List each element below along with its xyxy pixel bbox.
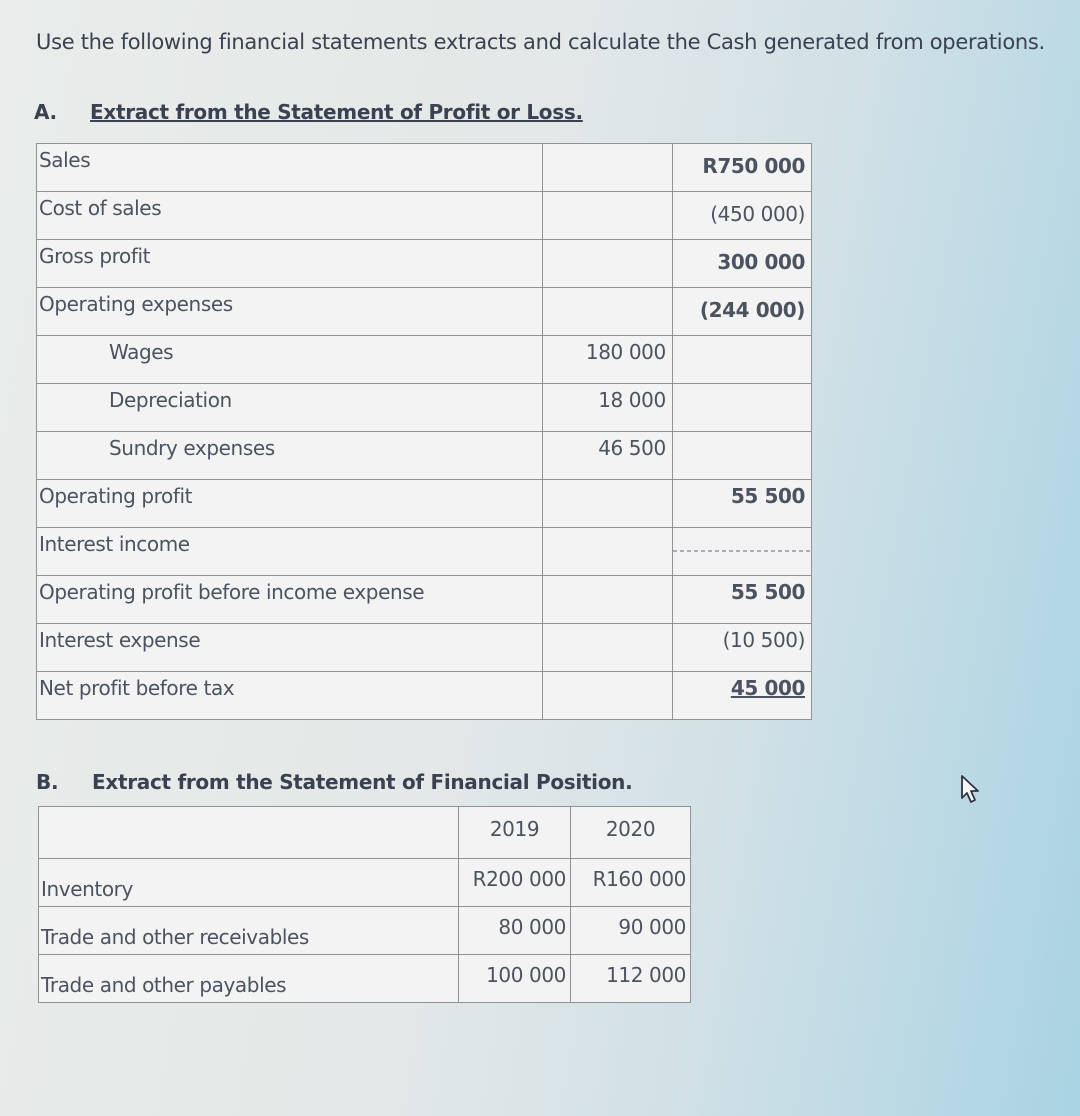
total-value [672,528,811,576]
row-label: Sundry expenses [37,432,543,480]
value-2020: R160 000 [571,859,691,907]
total-value [672,384,811,432]
value-2020: 90 000 [571,907,691,955]
mouse-pointer-icon [958,774,984,804]
table-row [37,288,812,336]
row-label: Wages [37,336,543,384]
section-a-heading [34,100,583,124]
row-label: Interest expense [37,624,543,672]
detail-value [542,624,672,672]
row-label: Depreciation [37,384,543,432]
table-row [39,859,691,907]
row-label: Operating expenses [37,288,543,336]
detail-value: 46 500 [542,432,672,480]
profit-or-loss-table [36,143,812,720]
row-label: Interest income [37,528,543,576]
table-row [37,384,812,432]
total-value: (450 000) [672,192,811,240]
detail-value [542,240,672,288]
table-row [37,336,812,384]
table-row [37,576,812,624]
section-b-letter: B. [36,770,59,794]
header-blank [39,807,459,859]
value-2020: 112 000 [571,955,691,1003]
table-header-row [39,807,691,859]
row-label: Sales [37,144,543,192]
table-row [37,144,812,192]
table-row [37,432,812,480]
detail-value [542,528,672,576]
row-label: Trade and other payables [39,955,459,1003]
value-2019: 80 000 [459,907,571,955]
section-b-title: Extract from the Statement of Financial Position. [92,770,633,794]
table-row [37,624,812,672]
section-a-title: Extract from the Statement of Profit or Loss. [90,100,583,124]
section-a-letter: A. [34,100,57,124]
total-value: (10 500) [672,624,811,672]
total-value: 55 500 [672,480,811,528]
value-2019: R200 000 [459,859,571,907]
row-label: Operating profit before income expense [37,576,543,624]
table-row [39,907,691,955]
total-value [672,432,811,480]
detail-value [542,144,672,192]
section-b-heading [36,770,632,794]
table-row [37,240,812,288]
detail-value: 18 000 [542,384,672,432]
financial-position-table [38,806,691,1003]
total-value: (244 000) [672,288,811,336]
row-label: Trade and other receivables [39,907,459,955]
total-value: 45 000 [672,672,811,720]
total-value [672,336,811,384]
year-2020-header: 2020 [571,807,691,859]
table-row [37,528,812,576]
table-row [37,672,812,720]
row-label: Gross profit [37,240,543,288]
value-2019: 100 000 [459,955,571,1003]
total-value: 300 000 [672,240,811,288]
total-value: R750 000 [672,144,811,192]
year-2019-header: 2019 [459,807,571,859]
row-label: Operating profit [37,480,543,528]
detail-value [542,672,672,720]
detail-value [542,192,672,240]
table-row [37,480,812,528]
row-label: Cost of sales [37,192,543,240]
question-text: Use the following financial statements extracts and calculate the Cash generated from operations. [36,30,1045,54]
row-label: Net profit before tax [37,672,543,720]
table-row [37,192,812,240]
detail-value: 180 000 [542,336,672,384]
detail-value [542,576,672,624]
detail-value [542,480,672,528]
total-value: 55 500 [672,576,811,624]
detail-value [542,288,672,336]
table-row [39,955,691,1003]
row-label: Inventory [39,859,459,907]
